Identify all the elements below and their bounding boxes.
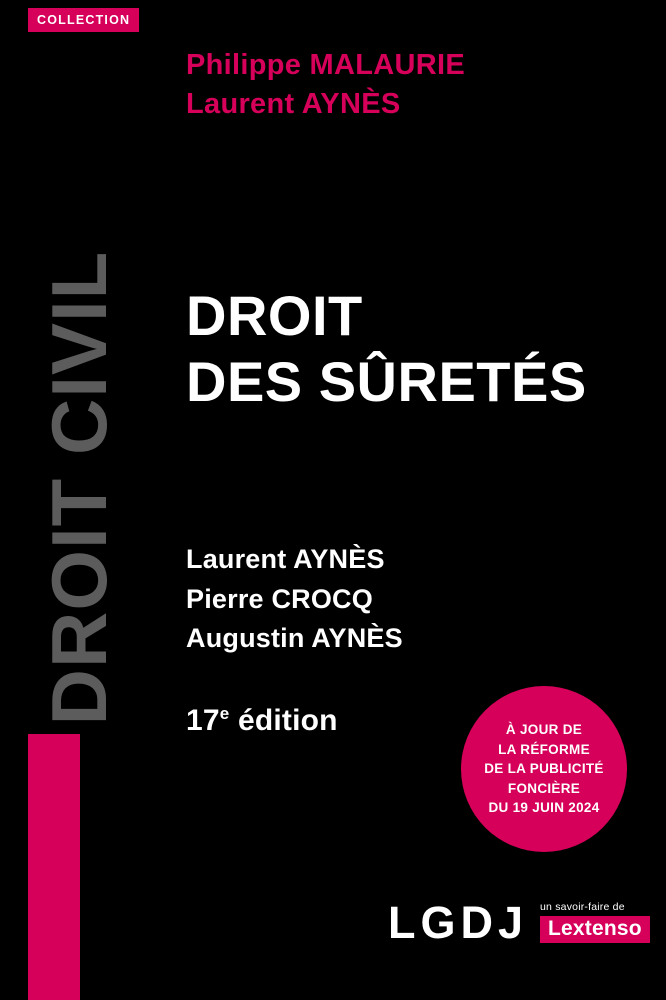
publisher-logo-block (388, 897, 650, 948)
book-title-line-1: DROIT (186, 284, 363, 347)
author-list (186, 540, 403, 659)
update-sticker (461, 686, 627, 852)
edition-word: édition (229, 704, 338, 737)
collection-badge: COLLECTION (28, 8, 139, 32)
lgdj-logo: LGDJ (388, 897, 529, 948)
edition-label (186, 704, 338, 738)
spine-column (0, 0, 158, 1000)
series-title: DROIT CIVIL (34, 250, 123, 726)
founding-authors (186, 46, 465, 123)
imprint-block (540, 901, 650, 943)
author-1: Laurent AYNÈS (186, 544, 385, 574)
founding-author-1: Philippe MALAURIE (186, 49, 465, 81)
lextenso-logo: Lextenso (540, 916, 650, 943)
sticker-line-3: DE LA PUBLICITÉ (484, 761, 604, 777)
sticker-line-1: À JOUR DE (505, 722, 583, 738)
founding-author-2: Laurent AYNÈS (186, 87, 401, 120)
author-3: Augustin AYNÈS (186, 623, 403, 654)
spine-accent-bar (28, 734, 80, 1000)
author-2: Pierre CROCQ (186, 583, 373, 614)
sticker-line-4: FONCIÈRE (507, 780, 581, 796)
edition-number: 17 (186, 704, 220, 737)
sticker-line-2: LA RÉFORME (498, 741, 590, 757)
book-title (186, 283, 587, 414)
edition-ordinal: e (219, 704, 230, 723)
sticker-line-5: DU 19 JUIN 2024 (488, 800, 600, 816)
book-title-line-2: DES SÛRETÉS (186, 349, 587, 413)
imprint-tagline: un savoir-faire de (540, 900, 625, 913)
